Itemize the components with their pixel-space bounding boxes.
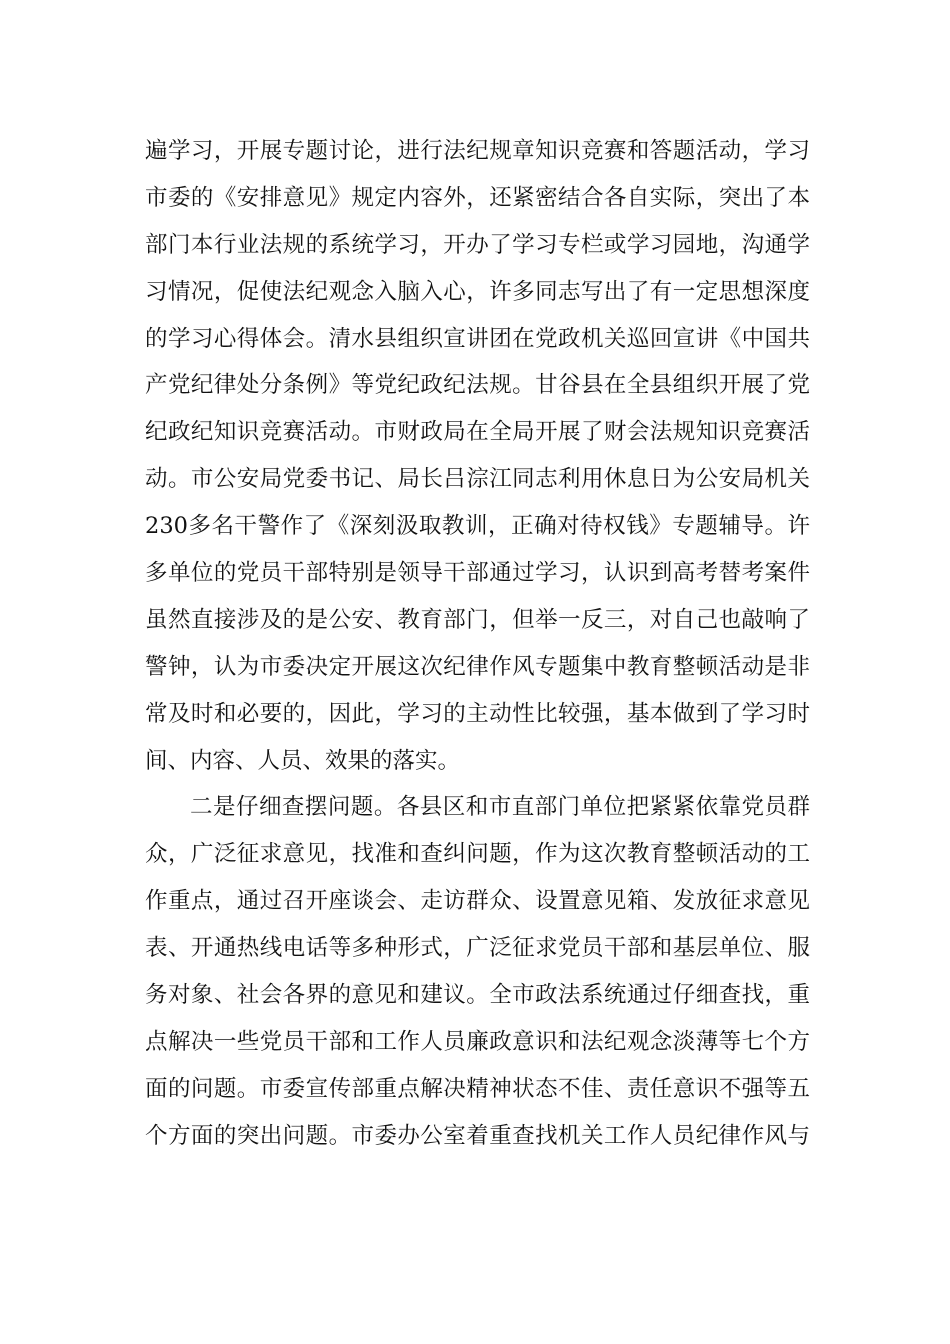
text-line: 习情况，促使法纪观念入脑入心，许多同志写出了有一定思想深度	[145, 278, 810, 305]
text-line: 遍学习，开展专题讨论，进行法纪规章知识竞赛和答题活动，学习	[145, 138, 810, 164]
text-line: 市委的《安排意见》规定内容外，还紧密结合各自实际，突出了本	[145, 184, 810, 211]
paragraph-start-line: 二是仔细查摆问题。各县区和市直部门单位把紧紧依靠党员群	[190, 794, 810, 821]
paragraph-end-line: 间、内容、人员、效果的落实。	[145, 747, 461, 774]
text-line: 务对象、社会各界的意见和建议。全市政法系统通过仔细查找，重	[145, 982, 810, 1009]
text-line: 虽然直接涉及的是公安、教育部门，但举一反三，对自己也敲响了	[145, 606, 810, 633]
text-line: 警钟，认为市委决定开展这次纪律作风专题集中教育整顿活动是非	[145, 653, 810, 680]
body-text	[145, 128, 810, 1160]
text-line: 常及时和必要的，因此，学习的主动性比较强，基本做到了学习时	[145, 700, 810, 727]
text-line: 作重点，通过召开座谈会、走访群众、设置意见箱、发放征求意见	[145, 888, 810, 915]
text-line: 面的问题。市委宣传部重点解决精神状态不佳、责任意识不强等五	[145, 1075, 810, 1102]
text-line: 部门本行业法规的系统学习，开办了学习专栏或学习园地，沟通学	[145, 231, 810, 258]
text-line: 产党纪律处分条例》等党纪政纪法规。甘谷县在全县组织开展了党	[145, 372, 810, 399]
text-line: 的学习心得体会。清水县组织宣讲团在党政机关巡回宣讲《中国共	[145, 325, 810, 352]
text-line: 个方面的突出问题。市委办公室着重查找机关工作人员纪律作风与	[145, 1122, 810, 1149]
text-line: 点解决一些党员干部和工作人员廉政意识和法纪观念淡薄等七个方	[145, 1028, 810, 1055]
text-line: 动。市公安局党委书记、局长吕淙江同志利用休息日为公安局机关	[145, 466, 810, 493]
text-line: 纪政纪知识竞赛活动。市财政局在全局开展了财会法规知识竞赛活	[145, 419, 810, 446]
text-line: 众，广泛征求意见，找准和查纠问题，作为这次教育整顿活动的工	[145, 841, 810, 868]
text-line: 多单位的党员干部特别是领导干部通过学习，认识到高考替考案件	[145, 560, 810, 587]
text-line: 表、开通热线电话等多种形式，广泛征求党员干部和基层单位、服	[145, 935, 810, 962]
text-line: 230多名干警作了《深刻汲取教训，正确对待权钱》专题辅导。许	[145, 513, 810, 540]
